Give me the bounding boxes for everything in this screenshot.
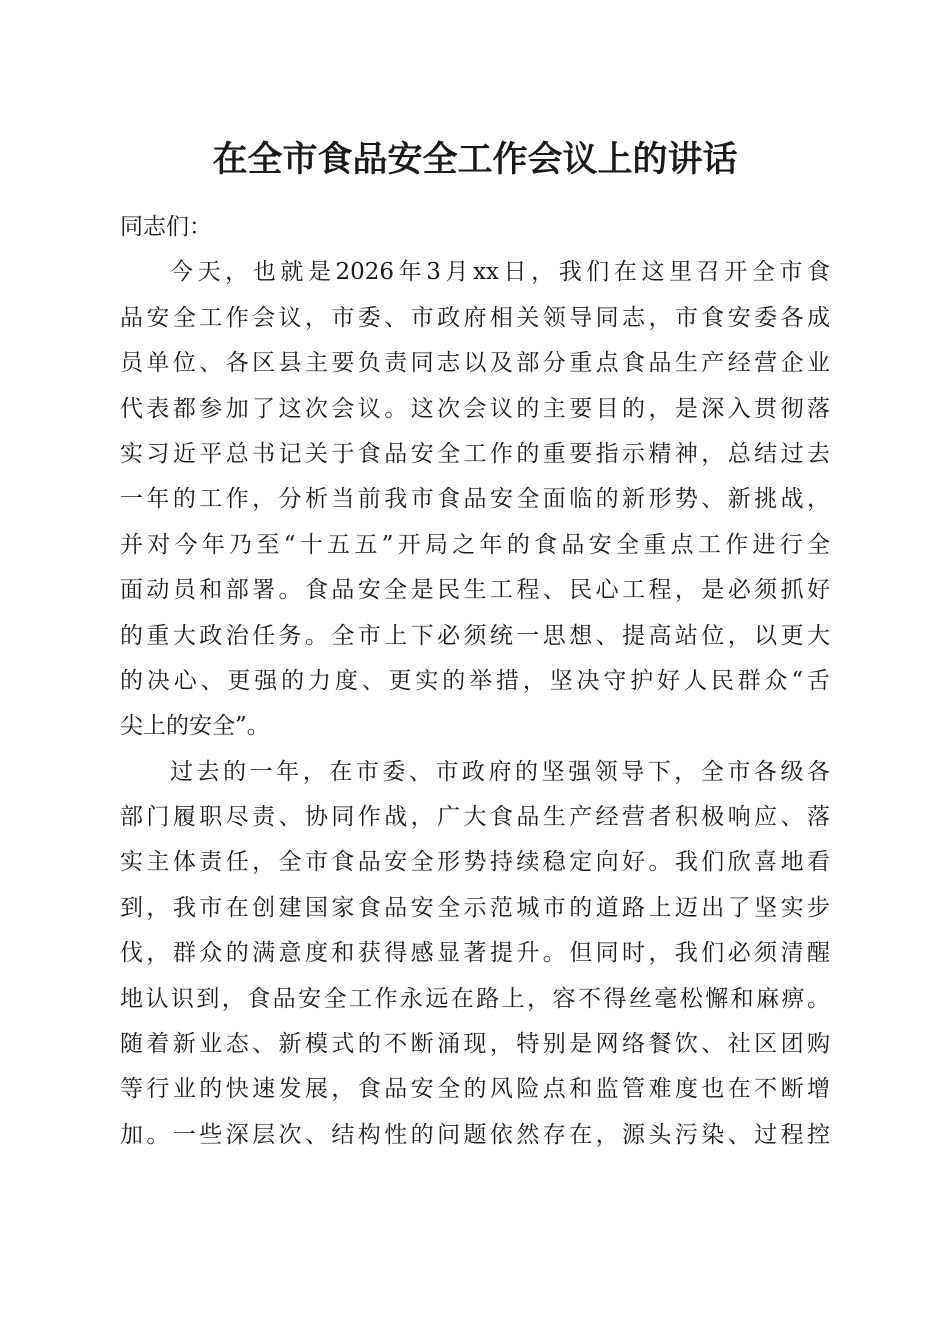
text-line: 一年的工作，分析当前我市食品安全面临的新形势、新挑战，: [120, 486, 830, 513]
text-line: 尖上的安全”。: [120, 713, 270, 740]
text-line: 到，我市在创建国家食品安全示范城市的道路上迈出了坚实步: [120, 894, 830, 921]
text-line: 并对今年乃至“十五五”开局之年的食品安全重点工作进行全: [120, 531, 830, 558]
document-body: [120, 205, 830, 1158]
text-line: 随着新业态、新模式的不断涌现，特别是网络餐饮、社区团购: [120, 1031, 830, 1058]
text-line: 面动员和部署。食品安全是民生工程、民心工程，是必须抓好: [120, 577, 830, 604]
text-line: 今天，也就是2026年3月xx日，我们在这里召开全市食: [170, 259, 830, 286]
text-line: 伐，群众的满意度和获得感显著提升。但同时，我们必须清醒: [120, 940, 830, 967]
text-line: 过去的一年，在市委、市政府的坚强领导下，全市各级各: [170, 758, 830, 785]
text-line: 代表都参加了这次会议。这次会议的主要目的，是深入贯彻落: [120, 395, 830, 422]
text-line: 员单位、各区县主要负责同志以及部分重点食品生产经营企业: [120, 350, 830, 377]
text-line: 品安全工作会议，市委、市政府相关领导同志，市食安委各成: [120, 304, 830, 331]
text-line: 等行业的快速发展，食品安全的风险点和监管难度也在不断增: [120, 1076, 830, 1103]
document-title: 在全市食品安全工作会议上的讲话: [212, 139, 738, 180]
text-line: 地认识到，食品安全工作永远在路上，容不得丝毫松懈和麻痹。: [120, 985, 830, 1012]
text-line: 实主体责任，全市食品安全形势持续稳定向好。我们欣喜地看: [120, 849, 830, 876]
paragraph-2: [120, 750, 830, 1159]
paragraph-1: [120, 250, 830, 749]
text-line: 的决心、更强的力度、更实的举措，坚决守护好人民群众“舌: [120, 667, 830, 694]
salutation: 同志们：: [120, 214, 212, 240]
text-line: 实习近平总书记关于食品安全工作的重要指示精神，总结过去: [120, 440, 830, 467]
text-line: 部门履职尽责、协同作战，广大食品生产经营者积极响应、落: [120, 804, 830, 831]
text-line: 加。一些深层次、结构性的问题依然存在，源头污染、过程控: [120, 1121, 830, 1148]
text-line: 的重大政治任务。全市上下必须统一思想、提高站位，以更大: [120, 622, 830, 649]
